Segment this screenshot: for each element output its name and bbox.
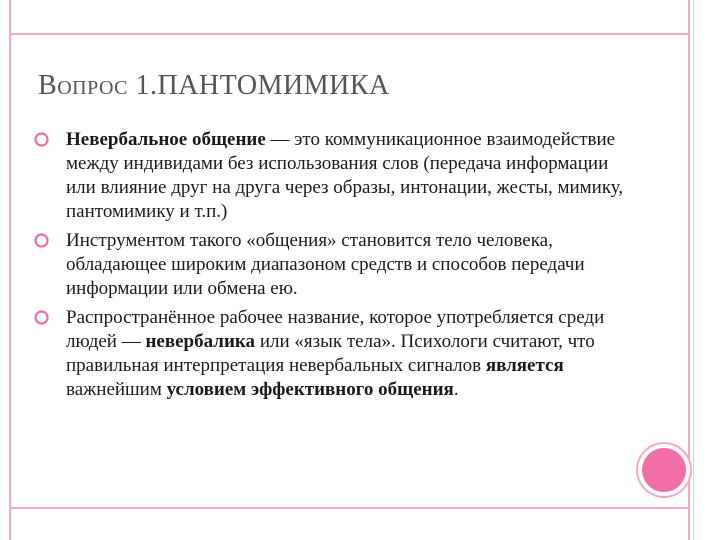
bullet-3-bold-c: условием эффективного общения <box>166 379 454 400</box>
bullet-3-bold-a: невербалика <box>145 331 256 352</box>
bullet-3-text-b: или «язык тела». Психологи считают, что правильная интерпретация невербальных сигналов <box>66 331 595 376</box>
bullet-1-text: — это коммуникационное взаимодействие между индивидами без использования слов (передача информации или влияние друг на друга через образы, интонации, жесты, мимику, пантомимику и т.п.) <box>66 129 624 222</box>
bullet-1-term: Невербальное общение <box>66 129 266 150</box>
title-small-caps: ОПРОС <box>57 77 128 99</box>
bullet-item-1 <box>30 128 640 224</box>
pink-circle-icon <box>34 310 49 325</box>
bullet-item-2 <box>30 229 640 301</box>
pink-circle-icon <box>34 233 49 248</box>
frame-line-right-inner <box>693 0 694 540</box>
bullet-3-text-a: Распространённое рабочее название, которое употребляется среди людей — <box>66 307 605 352</box>
title-rest: 1.ПАНТОМИМИКА <box>127 70 390 101</box>
decorative-circle-icon <box>642 448 686 492</box>
frame-line-left <box>9 0 11 540</box>
title-initial: В <box>38 70 58 101</box>
frame-line-right <box>688 0 690 540</box>
bullet-3-bold-b: является <box>485 355 564 376</box>
slide-title <box>38 70 390 102</box>
bullet-3-text-d: . <box>453 379 459 400</box>
bullet-item-3 <box>30 306 640 402</box>
bullet-3-text-c: важнейшим <box>66 379 167 400</box>
bullet-2-text: Инструментом такого «общения» становится тело человека, обладающее широким диапазоном средств и способов передачи информации или обмена ею. <box>66 230 585 299</box>
frame-line-bottom <box>9 507 690 509</box>
bullet-list <box>30 128 640 407</box>
frame-line-top <box>9 33 690 35</box>
pink-circle-icon <box>34 132 49 147</box>
